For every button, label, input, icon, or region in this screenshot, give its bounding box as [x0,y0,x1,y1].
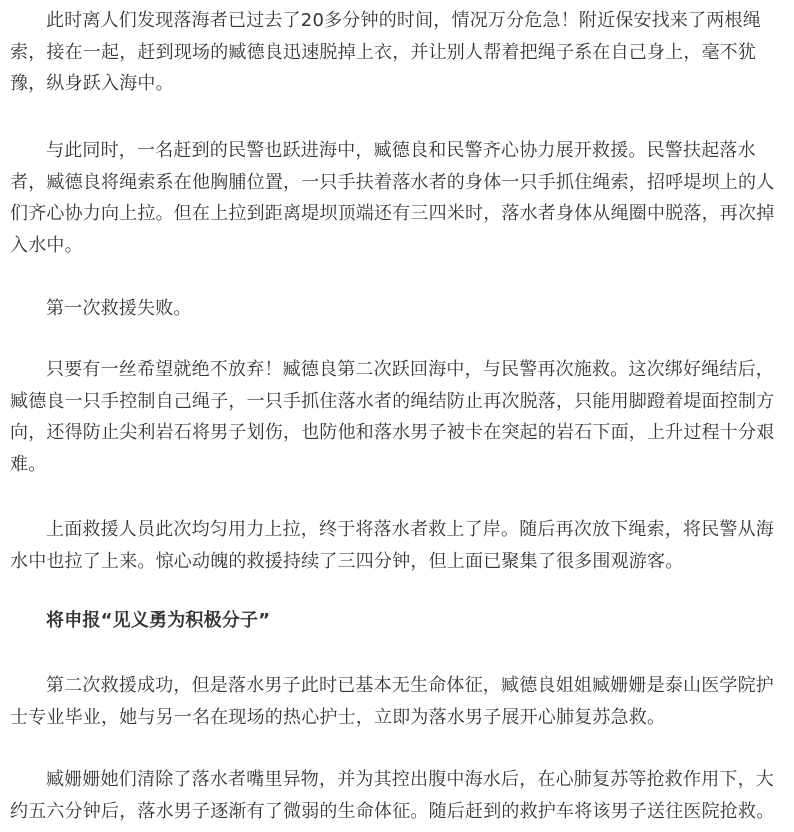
paragraph: 上面救援人员此次均匀用力上拉，终于将落水者救上了岸。随后再次放下绳索，将民警从海水中也拉了上来。惊心动魄的救援持续了三四分钟，但上面已聚集了很多围观游客。 [10,519,774,572]
paragraph: 第一次救援失败。 [46,298,192,319]
paragraph: 第二次救援成功，但是落水男子此时已基本无生命体征，臧德良姐姐臧姗姗是泰山医学院护士专业毕业，她与另一名在现场的热心护士，立即为落水男子展开心肺复苏急救。 [10,675,774,728]
paragraph: 与此同时，一名赶到的民警也跃进海中，臧德良和民警齐心协力展开救援。民警扶起落水者，臧德良将绳索系在他胸脯位置，一只手扶着落水者的身体一只手抓住绳索，招呼堤坝上的人们齐心协力向上拉。但在上拉到距离堤坝顶端还有三四米时，落水者身体从绳圈中脱落，再次掉入水中。 [10,140,775,256]
paragraph: 只要有一丝希望就绝不放弃！臧德良第二次跃回海中，与民警再次施救。这次绑好绳结后，臧德良一只手控制自己绳子，一只手抓住落水者的绳结防止再次脱落，只能用脚蹬着堤面控制方向，还得防止尖利岩石将男子划伤，也防他和落水男子被卡在突起的岩石下面，上升过程十分艰难。 [10,359,775,475]
paragraph: 此时离人们发现落海者已过去了20多分钟的时间，情况万分危急！附近保安找来了两根绳索，接在一起，赶到现场的臧德良迅速脱掉上衣，并让别人帮着把绳子系在自己身上，毫不犹豫，纵身跃入海中。 [10,10,761,94]
section-heading: 将申报“见义勇为积极分子” [46,610,271,631]
paragraph: 臧姗姗她们清除了落水者嘴里异物，并为其控出腹中海水后，在心肺复苏等抢救作用下，大约五六分钟后，落水男子逐渐有了微弱的生命体征。随后赶到的救护车将该男子送往医院抢救。 [10,769,775,822]
